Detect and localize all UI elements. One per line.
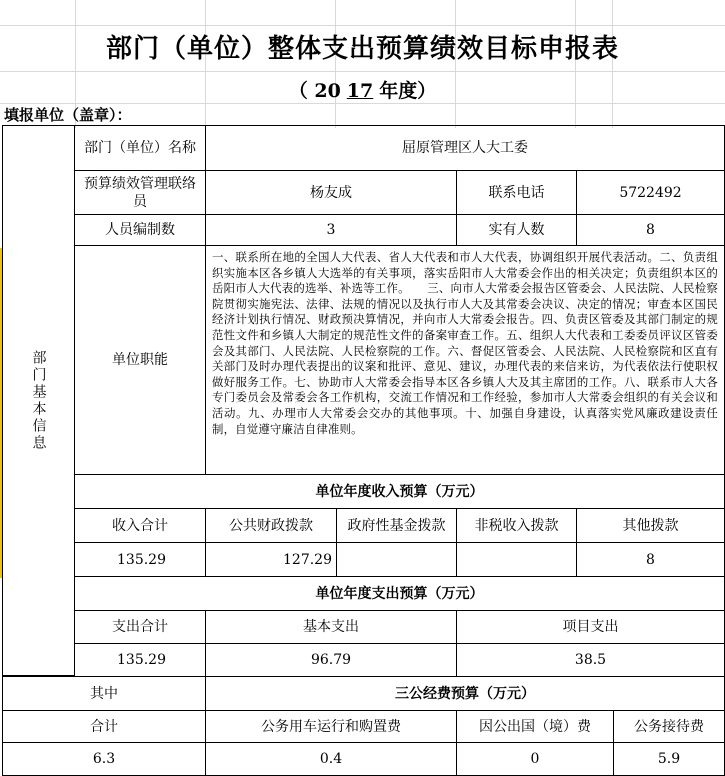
label-public-finance: 公共财政拨款 [205,508,337,543]
year-value: 17 [346,80,374,102]
label-contact-person: 预算绩效管理联络员 [74,170,206,215]
label-other-funds: 其他拨款 [576,508,725,543]
label-non-tax: 非税收入拨款 [456,508,577,543]
value-duty[interactable]: 一、联系所在地的全国人大代表、省人大代表和市人大代表，协调组织开展代表活动。二、负责组织实施本区各乡镇人大选举的有关事项，落实岳阳市人大常委会作出的相关决定；负责组织本区的岳阳市人大代表的选举、补选等工作。 三、向市人大常委会报告区管委会、人民法院、人民检察院贯彻实施宪法、法律、法规的情况以及执行市人大及其常委会决议、决定的情况；审查本区国民经济计划执行情况、财政预决算情况，并向市人大常委会报告。四、负责区管委及其部门制定的规范性文件和乡镇人大制定的规范性文件的备案审查工作。五、组织人大代表和工委委员评议区管委会及其部门、人民法院、人民检察院的工作。六、督促区管委会、人民法院、人民检察院和区直有关部门及时办理代表提出的议案和批评、意见、建议，办理代表的来信来访，为代表依法行使职权做好服务工作。七、协助市人大常委会指导本区各乡镇人大及其主席团的工作。八、联系市人大各专门委员会及常委会各工作机构，交流工作情况和工作经验，参加市人大常委会组织的有关会议和活动。九、办理市人大常委会交办的其他事项。十、加强自身建设，认真落实党风廉政建设责任制，自觉遵守廉洁自律准则。 [205,245,725,475]
value-other-funds[interactable]: 8 [576,542,725,577]
label-abroad-expense: 因公出国（境）费 [456,710,614,743]
value-phone[interactable]: 5722492 [576,170,725,215]
label-staff-quota: 人员编制数 [74,214,206,246]
value-abroad-expense[interactable]: 0 [456,742,614,776]
year-prefix: （ 20 [288,80,341,102]
value-project-expense[interactable]: 38.5 [456,643,725,677]
value-reception-expense[interactable]: 5.9 [613,742,725,776]
label-car-expense: 公务用车运行和购置费 [205,710,457,743]
value-income-total[interactable]: 135.29 [74,542,206,577]
budget-form-table [2,125,725,776]
label-duty: 单位职能 [74,245,206,475]
value-sangong-total[interactable]: 6.3 [2,742,206,776]
label-dept-name: 部门（单位）名称 [74,125,206,171]
value-staff-quota[interactable]: 3 [205,214,457,246]
value-expense-total[interactable]: 135.29 [74,643,206,677]
label-income-total: 收入合计 [74,508,206,543]
sangong-budget-header: 三公经费预算（万元） [205,676,725,711]
label-expense-total: 支出合计 [74,610,206,644]
label-among: 其中 [2,676,206,711]
value-gov-fund[interactable] [336,542,457,577]
label-basic-expense: 基本支出 [205,610,457,644]
value-public-finance[interactable]: 127.29 [205,542,337,577]
side-label-basic-info: 部门基本信息 [2,125,75,676]
reporting-unit-label: 填报单位（盖章）： [4,106,132,124]
income-budget-header: 单位年度收入预算（万元） [74,474,725,509]
report-year [0,76,725,103]
value-non-tax[interactable] [456,542,577,577]
page-title: 部门（单位）整体支出预算绩效目标申报表 [105,34,619,64]
label-sangong-total: 合计 [2,710,206,743]
label-project-expense: 项目支出 [456,610,725,644]
label-phone: 联系电话 [456,170,577,215]
value-actual-staff[interactable]: 8 [576,214,725,246]
label-gov-fund: 政府性基金拨款 [336,508,457,543]
value-car-expense[interactable]: 0.4 [205,742,457,776]
label-actual-staff: 实有人数 [456,214,577,246]
value-contact-person[interactable]: 杨友成 [205,170,457,215]
value-dept-name[interactable]: 屈原管理区人大工委 [205,125,725,171]
year-suffix: 年度） [379,80,437,102]
expense-budget-header: 单位年度支出预算（万元） [74,576,725,611]
label-reception-expense: 公务接待费 [613,710,725,743]
value-basic-expense[interactable]: 96.79 [205,643,457,677]
